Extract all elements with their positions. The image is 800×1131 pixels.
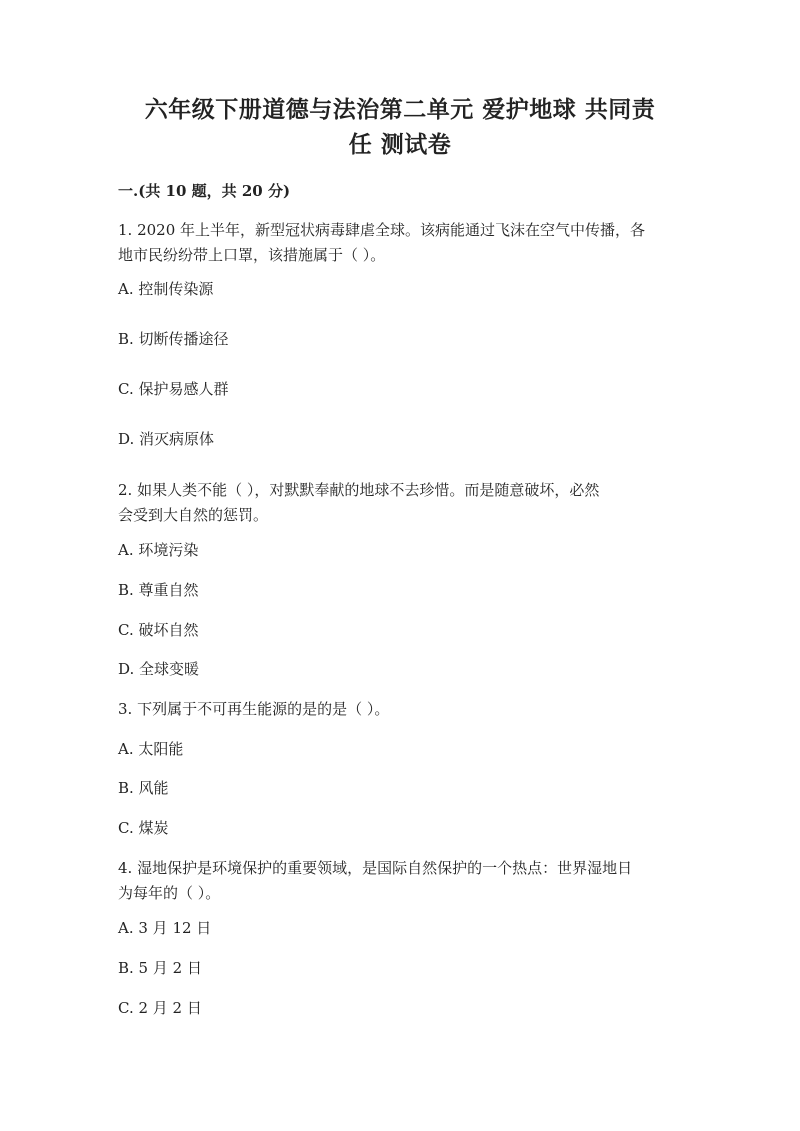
question-2-option-c: C. 破坏自然 [118, 621, 199, 639]
question-4-stem-line-2: 为每年的（ ）。 [118, 884, 221, 902]
question-2-option-a: A. 环境污染 [118, 541, 199, 559]
question-3-stem-line-1: 3. 下列属于不可再生能源的是的是（ ）。 [118, 700, 390, 718]
title-line-2: 任 测试卷 [348, 131, 452, 158]
question-4-option-b: B. 5 月 2 日 [118, 959, 202, 977]
question-4-stem-line-1: 4. 湿地保护是环境保护的重要领域，是国际自然保护的一个热点：世界湿地日 [118, 859, 633, 877]
document-title [110, 92, 690, 162]
question-2-option-d: D. 全球变暖 [118, 660, 200, 678]
question-1-stem-line-1: 1. 2020 年上半年，新型冠状病毒肆虐全球。该病能通过飞沫在空气中传播，各 [118, 221, 646, 239]
question-4-option-a: A. 3 月 12 日 [118, 919, 212, 937]
question-1-stem-line-2: 地市民纷纷带上口罩，该措施属于（ ）。 [118, 246, 386, 264]
question-1-option-a: A. 控制传染源 [118, 280, 214, 298]
question-3-option-a: A. 太阳能 [118, 740, 184, 758]
section-header: 一.(共 10 题，共 20 分) [118, 182, 291, 200]
question-2-stem-line-2: 会受到大自然的惩罚。 [118, 506, 269, 524]
question-1-stem [118, 218, 688, 268]
question-3-stem [118, 697, 688, 722]
question-2-stem-line-1: 2. 如果人类不能（ ），对默默奉献的地球不去珍惜。而是随意破坏，必然 [118, 481, 600, 499]
question-4-stem [118, 856, 688, 906]
question-1-option-d: D. 消灭病原体 [118, 430, 215, 448]
question-3-option-b: B. 风能 [118, 779, 169, 797]
question-1-option-c: C. 保护易感人群 [118, 380, 229, 398]
question-3-option-c: C. 煤炭 [118, 819, 169, 837]
title-line-1: 六年级下册道德与法治第二单元 爱护地球 共同责 [144, 96, 656, 123]
question-2-stem [118, 478, 688, 528]
question-2-option-b: B. 尊重自然 [118, 581, 199, 599]
question-4-option-c: C. 2 月 2 日 [118, 999, 202, 1017]
question-1-option-b: B. 切断传播途径 [118, 330, 229, 348]
